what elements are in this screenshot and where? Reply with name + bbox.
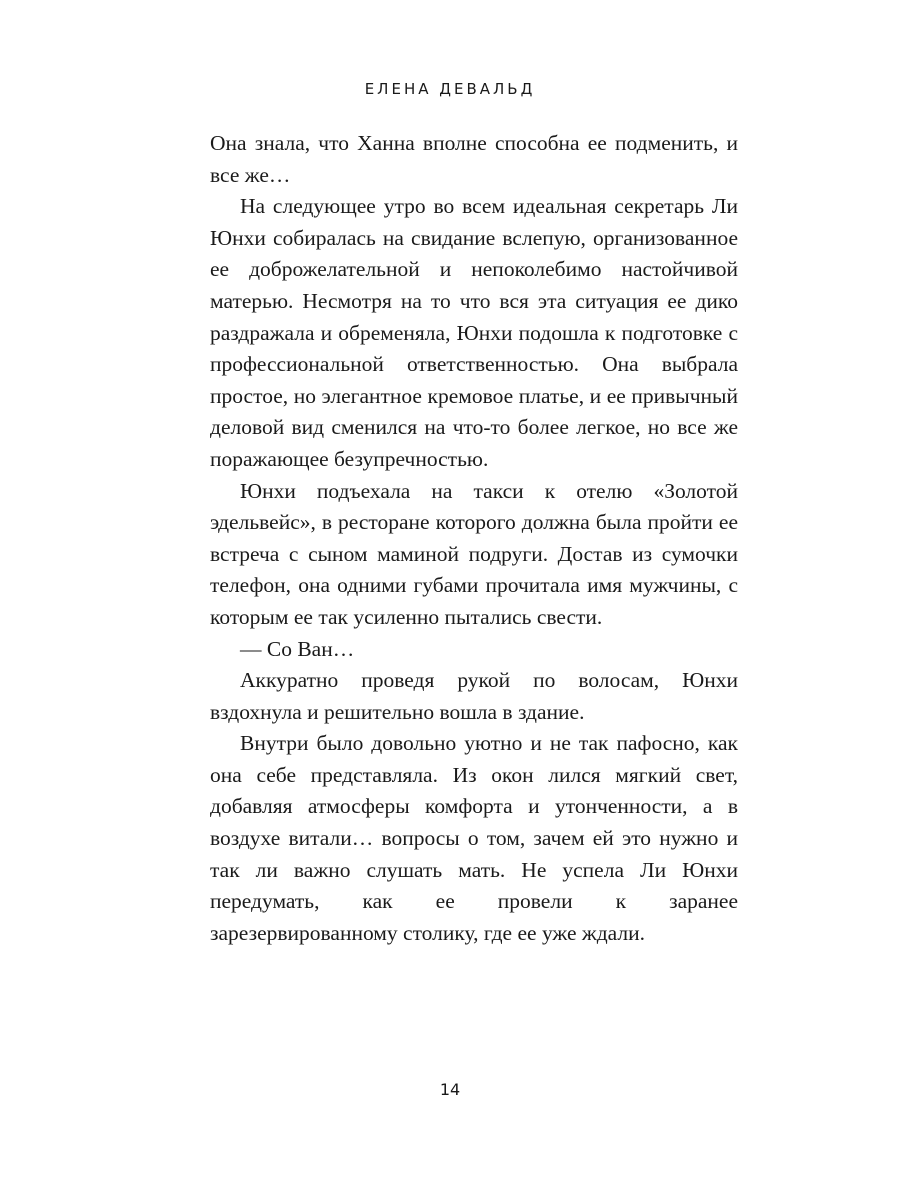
paragraph-5: Аккуратно проведя рукой по волосам, Юнхи вздохнула и решительно вошла в здание. [210,668,738,724]
paragraph-6: Внутри было довольно уютно и не так пафосно, как она себе представляла. Из окон лился мягкий свет, добавляя атмосферы комфорта и утонченности, а в воздухе витали… вопросы о том, зачем ей это нужно и так ли важно слушать мать. Не успела Ли Юнхи передумать, как ее провели к заранее зарезервированному столику, где ее уже ждали. [210,731,738,945]
page-number: 14 [439,1080,461,1099]
running-header-author: ЕЛЕНА ДЕВАЛЬД [364,80,536,98]
paragraph-3: Юнхи подъехала на такси к отелю «Золотой эдельвейс», в ресторане которого должна была пройти ее встреча с сыном маминой подруги. Достав из сумочки телефон, она одними губами прочитала имя мужчины, с которым ее так усиленно пытались свести. [210,478,738,629]
paragraph-2: На следующее утро во всем идеальная секретарь Ли Юнхи собиралась на свидание вслепую, организованное ее доброжелательной и непоколебимо настойчивой матерью. Несмотря на то что вся эта ситуация ее дико раздражала и обременяла, Юнхи подошла к подготовке с профессиональной ответственностью. Она выбрала простое, но элегантное кремовое платье, и ее привычный деловой вид сменился на что-то более легкое, но все же поражающее безупречностью. [210,194,738,471]
paragraph-4-dialogue: — Со Ван… [240,636,355,661]
paragraph-1: Она знала, что Ханна вполне способна ее подменить, и все же… [210,131,738,187]
body-text [210,128,738,949]
